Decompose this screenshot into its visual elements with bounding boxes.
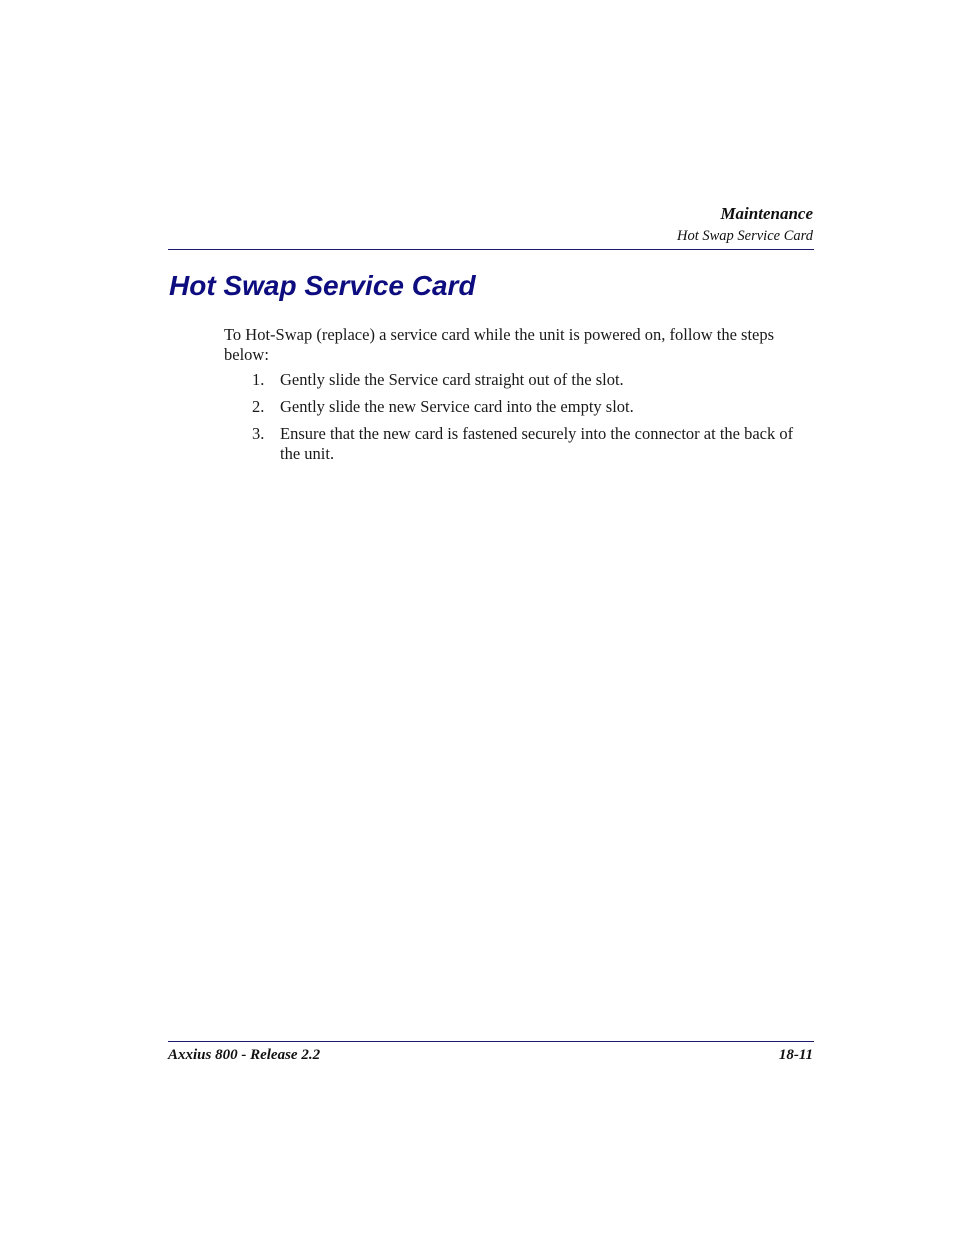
step-number: 3. [252, 424, 265, 443]
step-number: 2. [252, 397, 265, 416]
step-text: Ensure that the new card is fastened securely into the connector at the back of the unit. [280, 424, 794, 463]
step-text: Gently slide the new Service card into the empty slot. [280, 397, 634, 416]
footer-page-number: 18-11 [778, 1047, 813, 1063]
step-text: Gently slide the Service card straight out of the slot. [280, 370, 624, 389]
steps-list [224, 370, 814, 471]
header-divider [168, 249, 814, 250]
footer-product: Axxius 800 - Release 2.2 [168, 1047, 321, 1063]
running-header-chapter: Maintenance [720, 204, 813, 223]
running-header-section: Hot Swap Service Card [677, 228, 813, 244]
footer-divider [168, 1041, 814, 1042]
intro-paragraph: To Hot-Swap (replace) a service card while the unit is powered on, follow the steps below: [224, 325, 775, 364]
step-item [224, 370, 814, 390]
step-item [224, 397, 814, 417]
step-item [224, 424, 814, 464]
step-number: 1. [252, 370, 265, 389]
page-title: Hot Swap Service Card [169, 270, 476, 301]
